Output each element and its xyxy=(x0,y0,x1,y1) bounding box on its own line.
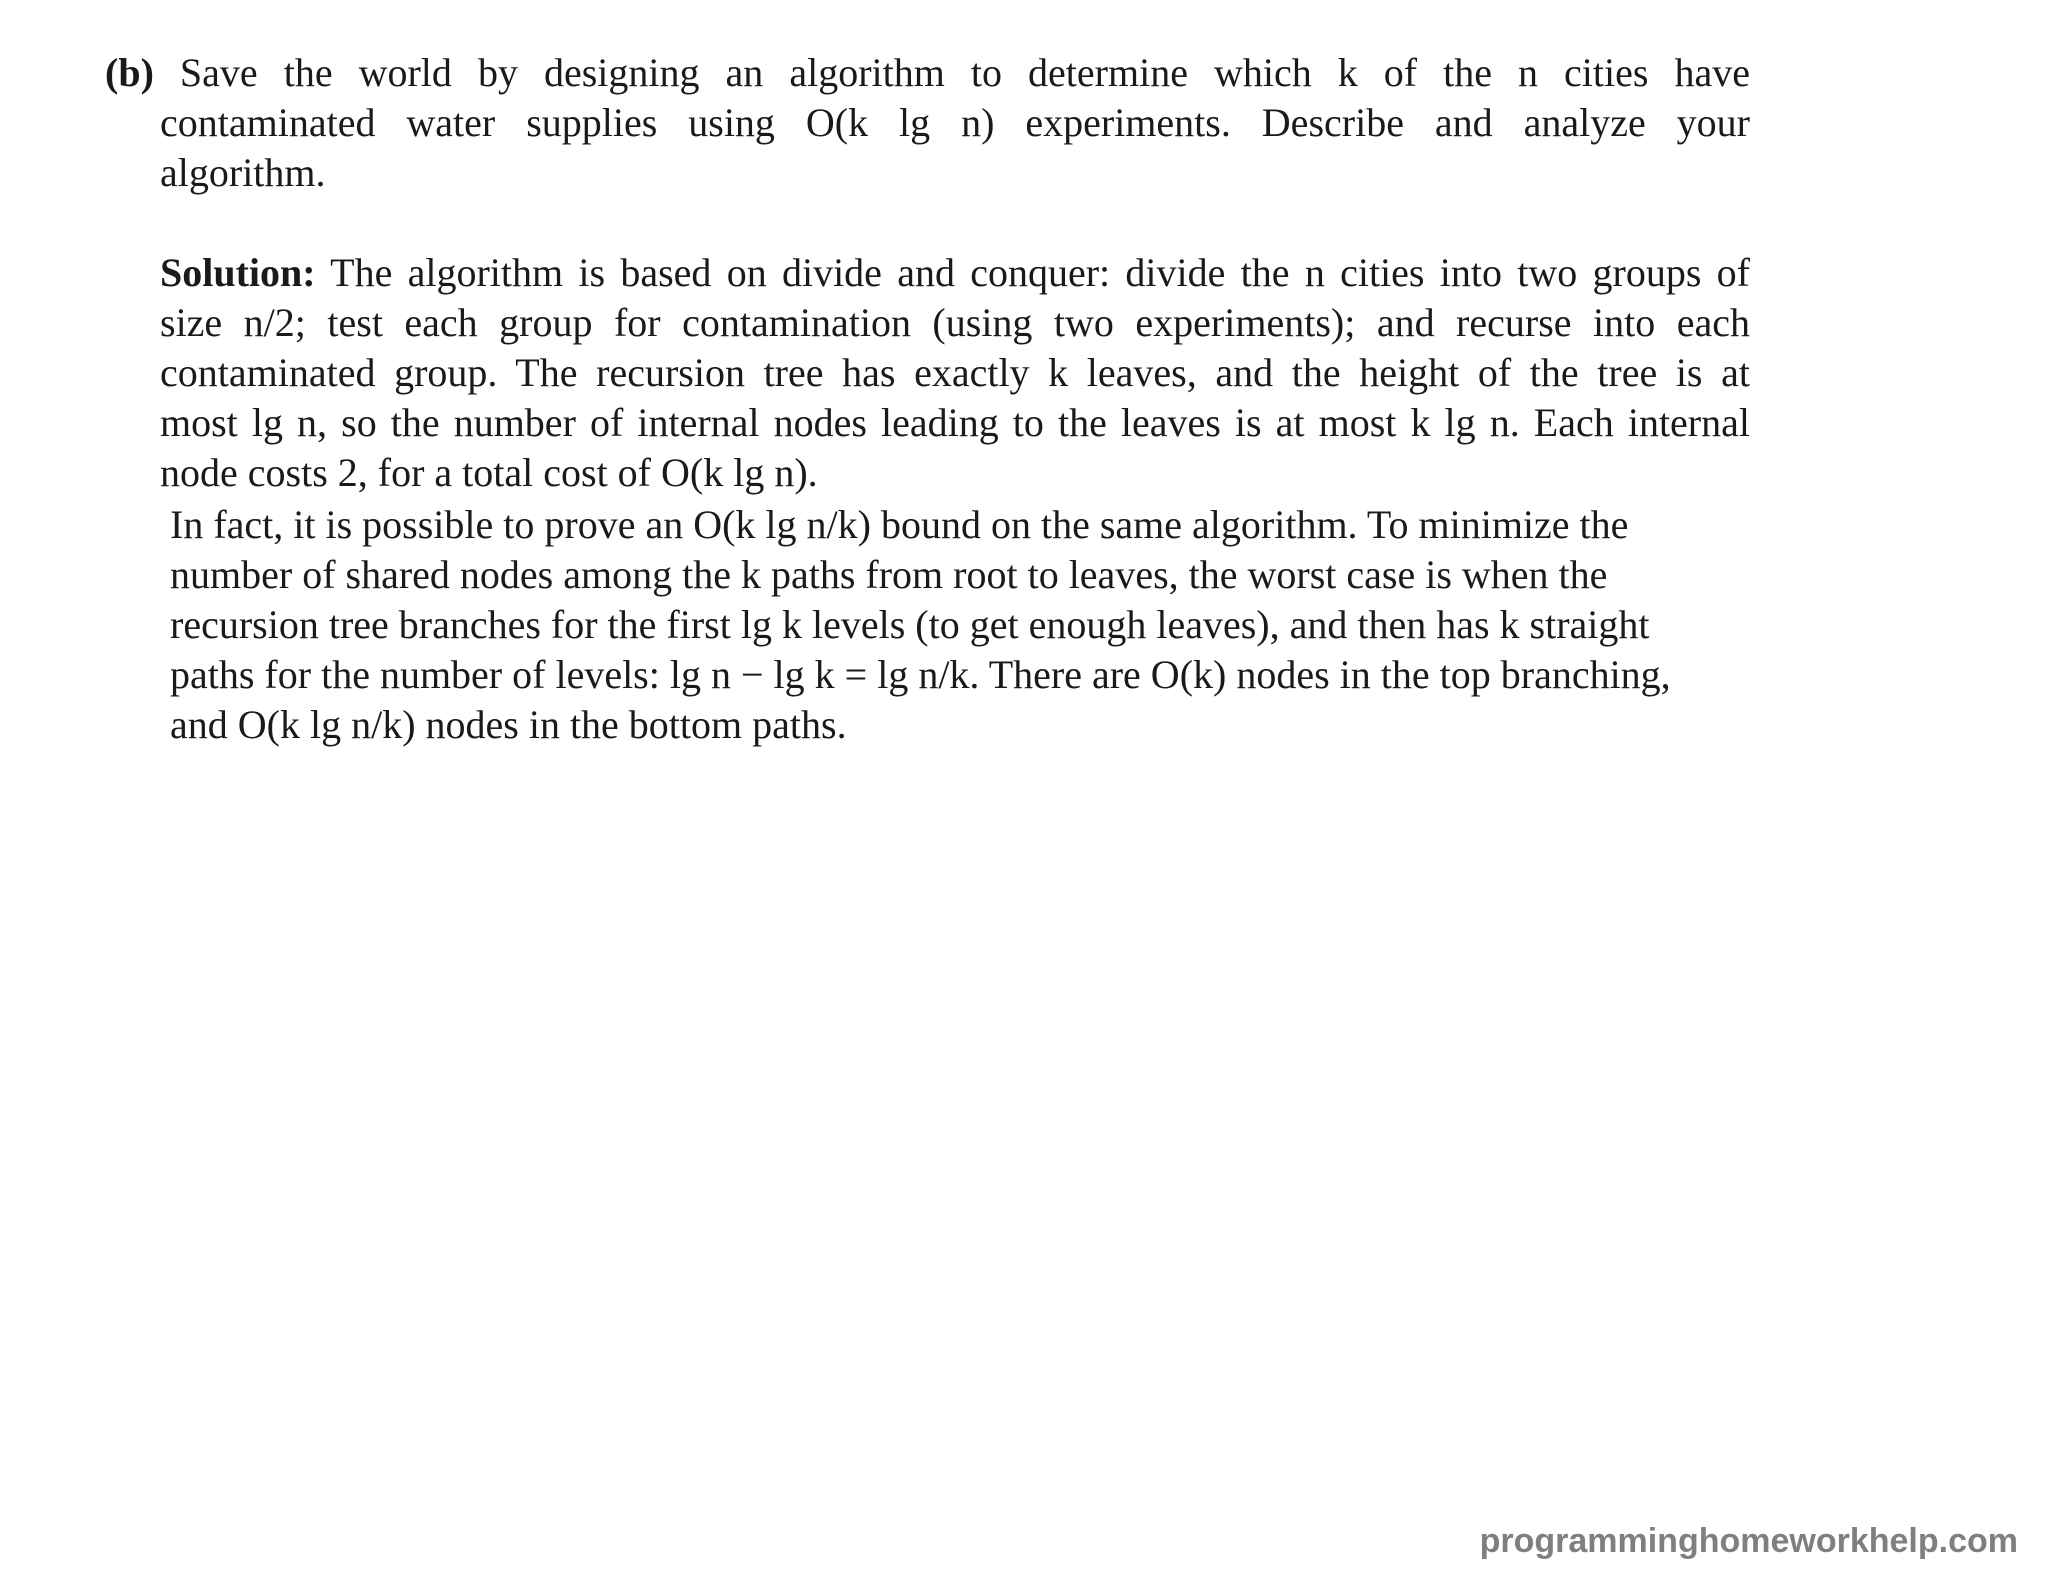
question-text-1: Save the world by designing an algorithm to determine which k of the n cities have xyxy=(179,50,1750,95)
question-line-1 xyxy=(105,48,1750,98)
further-line-5: and O(k lg n/k) nodes in the bottom paths. xyxy=(170,702,847,747)
watermark: programminghomeworkhelp.com xyxy=(1479,1522,2018,1560)
solution-text-1: The algorithm is based on divide and conquer: divide the n cities into two groups of xyxy=(330,250,1750,295)
solution-line-1 xyxy=(160,248,1750,298)
further-line-3: recursion tree branches for the first lg k levels (to get enough leaves), and then has k straight xyxy=(170,602,1650,647)
solution-label: Solution: xyxy=(160,250,316,295)
solution-line-5: node costs 2, for a total cost of O(k lg n). xyxy=(160,450,818,495)
question-label: (b) xyxy=(105,50,154,95)
further-line-1: In fact, it is possible to prove an O(k lg n/k) bound on the same algorithm. To minimize the xyxy=(170,502,1629,547)
question-line-2: contaminated water supplies using O(k lg n) experiments. Describe and analyze your xyxy=(160,100,1750,145)
solution-line-4: most lg n, so the number of internal nodes leading to the leaves is at most k lg n. Each internal xyxy=(160,400,1750,445)
solution-line-3: contaminated group. The recursion tree has exactly k leaves, and the height of the tree is at xyxy=(160,350,1750,395)
question-line-3: algorithm. xyxy=(160,150,326,195)
further-line-2: number of shared nodes among the k paths from root to leaves, the worst case is when the xyxy=(170,552,1608,597)
solution-line-2: size n/2; test each group for contamination (using two experiments); and recurse into each xyxy=(160,300,1750,345)
further-line-4: paths for the number of levels: lg n − lg k = lg n/k. There are O(k) nodes in the top branching, xyxy=(170,652,1671,697)
